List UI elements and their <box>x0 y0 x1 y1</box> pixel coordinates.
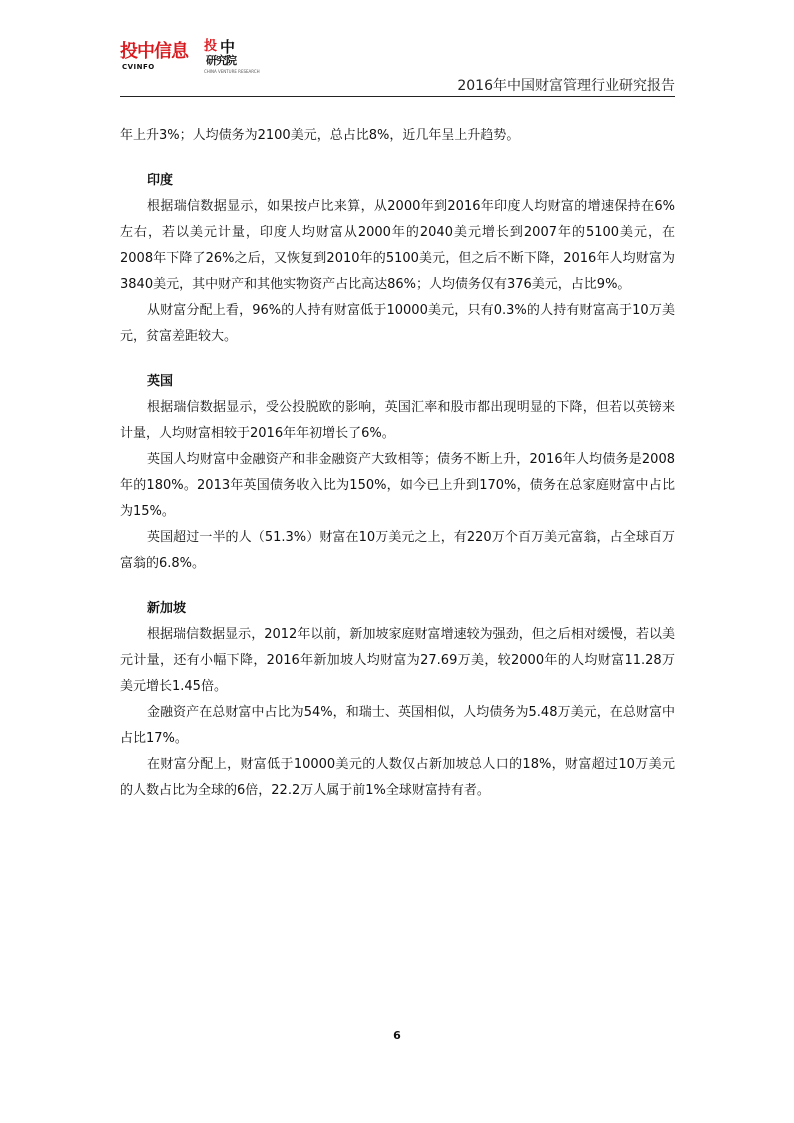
logo-chinese-text: 投中信息 <box>120 41 188 62</box>
page-number: 6 <box>393 1029 401 1042</box>
body-paragraph: 金融资产在总财富中占比为54%，和瑞士、英国相似，人均债务为5.48万美元，在总财富中占比17%。 <box>120 705 675 746</box>
logo-mark-text: 研究院 <box>206 54 236 67</box>
logo-mark-subtext: CHINA VENTURE RESEARCH <box>204 69 260 74</box>
body-paragraph: 在财富分配上，财富低于10000美元的人数仅占新加坡总人口的18%，财富超过10万美元的人数占比为全球的6倍，22.2万人属于前1%全球财富持有者。 <box>120 757 675 798</box>
section-uk <box>120 369 675 577</box>
section-heading: 新加坡 <box>147 601 187 616</box>
logo-mark-char-a: 投 <box>204 39 218 54</box>
page-header <box>120 40 675 96</box>
section-heading: 英国 <box>147 374 174 389</box>
document-body <box>120 123 675 804</box>
logo-mark-char-b: 中 <box>220 38 236 56</box>
body-paragraph: 根据瑞信数据显示，受公投脱欧的影响，英国汇率和股市都出现明显的下降，但若以英镑来计量，人均财富相较于2016年年初增长了6%。 <box>120 400 675 441</box>
header-divider <box>120 96 675 97</box>
section-singapore <box>120 596 675 804</box>
section-india <box>120 168 675 350</box>
logo-english-text: CVINFO <box>122 63 155 71</box>
intro-paragraph: 年上升3%；人均债务为2100美元，总占比8%，近几年呈上升趋势。 <box>120 128 520 143</box>
section-heading: 印度 <box>147 173 174 188</box>
body-paragraph: 英国人均财富中金融资产和非金融资产大致相等；债务不断上升，2016年人均债务是2008年的180%。2013年英国债务收入比为150%，如今已上升到170%，债务在总家庭财富中占比为15%。 <box>120 452 675 519</box>
report-title: 2016年中国财富管理行业研究报告 <box>457 78 675 94</box>
body-paragraph: 从财富分配上看，96%的人持有财富低于10000美元，只有0.3%的人持有财富高于10万美元，贫富差距较大。 <box>120 303 675 344</box>
body-paragraph: 英国超过一半的人（51.3%）财富在10万美元之上，有220万个百万美元富翁，占全球百万富翁的6.8%。 <box>120 530 675 571</box>
body-paragraph: 根据瑞信数据显示，2012年以前，新加坡家庭财富增速较为强劲，但之后相对缓慢，若以美元计量，还有小幅下降，2016年新加坡人均财富为27.69万美，较2000年的人均财富11.28万美元增长1.45倍。 <box>120 627 675 694</box>
research-institute-logo <box>204 38 260 74</box>
body-paragraph: 根据瑞信数据显示，如果按卢比来算，从2000年到2016年印度人均财富的增速保持在6%左右，若以美元计量，印度人均财富从2000年的2040美元增长到2007年的5100美元，在2008年下降了26%之后，又恢复到2010年的5100美元，但之后不断下降，2016年人均财富为3840美元，其中财产和其他实物资产占比高达86%；人均债务仅有376美元，占比9%。 <box>120 199 675 292</box>
